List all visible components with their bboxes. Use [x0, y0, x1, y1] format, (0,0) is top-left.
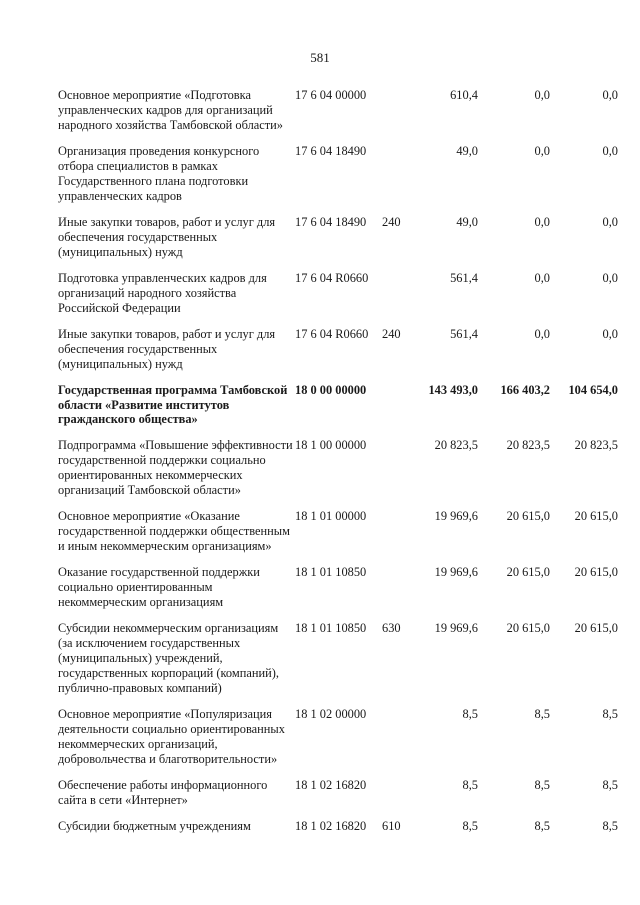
row-code: 17 6 04 R0660: [295, 271, 369, 285]
row-value-year-1: 561,4: [450, 271, 478, 285]
row-value-year-1: 49,0: [456, 215, 478, 229]
row-value-year-3: 0,0: [602, 215, 618, 229]
table-row: [58, 327, 618, 383]
row-value-year-2: 0,0: [534, 327, 550, 341]
row-expense-type: [382, 509, 410, 565]
row-value-year-2: 0,0: [534, 144, 550, 158]
row-name: Основное мероприятие «Оказание государственной поддержки общественным и иным некоммерческим организациям»: [58, 508, 290, 553]
row-name: Основное мероприятие «Популяризация деятельности социально ориентированных некоммерческих организаций, добровольчества и благотворительности»: [58, 706, 285, 766]
budget-table: [58, 88, 618, 845]
row-name: Субсидии бюджетным учреждениям: [58, 818, 251, 833]
row-value-year-3: 0,0: [602, 327, 618, 341]
table-row: [58, 819, 618, 845]
row-value-year-1: 610,4: [450, 88, 478, 102]
row-value-year-2: 8,5: [534, 706, 550, 721]
row-value-year-1: 19 969,6: [434, 620, 478, 635]
row-name: Подпрограмма «Повышение эффективности государственной поддержки социально ориентированных некоммерческих организаций Тамбовской области»: [58, 437, 293, 497]
row-value-year-2: 20 615,0: [506, 508, 550, 523]
row-value-year-3: 20 615,0: [574, 620, 618, 635]
row-name: Основное мероприятие «Подготовка управленческих кадров для организаций народного хозяйства Тамбовской области»: [58, 88, 284, 132]
row-value-year-1: 20 823,5: [434, 437, 478, 452]
row-name: Государственная программа Тамбовской области «Развитие институтов гражданского общества»: [58, 383, 288, 426]
row-value-year-2: 8,5: [534, 818, 550, 833]
table-row: [58, 707, 618, 778]
row-code: 18 0 00 00000: [295, 383, 367, 397]
row-name: Организация проведения конкурсного отбора специалистов в рамках Государственного плана подготовки управленческих кадров: [58, 144, 260, 203]
row-value-year-3: 0,0: [602, 88, 618, 102]
row-value-year-3: 104 654,0: [568, 383, 618, 397]
row-value-year-3: 20 615,0: [574, 508, 618, 523]
row-expense-type: [382, 707, 410, 778]
row-expense-type: [382, 438, 410, 509]
row-code: 17 6 04 00000: [295, 88, 367, 102]
row-value-year-1: 19 969,6: [434, 508, 478, 523]
row-value-year-3: 20 615,0: [574, 564, 618, 579]
table-row: [58, 144, 618, 215]
row-value-year-2: 0,0: [534, 271, 550, 285]
row-expense-type: [382, 565, 410, 621]
row-value-year-2: 166 403,2: [500, 383, 550, 397]
row-value-year-1: 19 969,6: [434, 564, 478, 579]
row-expense-type: [382, 778, 410, 819]
table-row: [58, 271, 618, 327]
row-value-year-2: 0,0: [534, 215, 550, 229]
row-value-year-2: 8,5: [534, 777, 550, 792]
table-row: [58, 438, 618, 509]
row-value-year-2: 20 615,0: [506, 564, 550, 579]
row-code: 18 1 01 10850: [295, 620, 367, 635]
table-row: [58, 565, 618, 621]
row-expense-type: [382, 144, 410, 215]
row-expense-type: 610: [382, 818, 401, 833]
budget-table-body: [58, 88, 618, 845]
row-value-year-1: 143 493,0: [428, 383, 478, 397]
row-value-year-3: 0,0: [602, 271, 618, 285]
row-name: Оказание государственной поддержки социально ориентированным некоммерческим организациям: [58, 564, 260, 609]
row-expense-type: 240: [382, 215, 401, 229]
table-row: [58, 383, 618, 438]
row-value-year-2: 20 823,5: [506, 437, 550, 452]
row-code: 18 1 01 10850: [295, 564, 367, 579]
row-code: 17 6 04 R0660: [295, 327, 369, 341]
table-row: [58, 215, 618, 271]
row-value-year-1: 561,4: [450, 327, 478, 341]
row-value-year-3: 8,5: [602, 818, 618, 833]
row-value-year-3: 8,5: [602, 706, 618, 721]
row-value-year-1: 8,5: [462, 777, 478, 792]
table-row: [58, 778, 618, 819]
row-name: Иные закупки товаров, работ и услуг для обеспечения государственных (муниципальных) нужд: [58, 215, 276, 259]
row-value-year-3: 20 823,5: [574, 437, 618, 452]
row-name: Подготовка управленческих кадров для организаций народного хозяйства Российской Федерации: [58, 271, 267, 315]
row-code: 18 1 01 00000: [295, 508, 367, 523]
row-value-year-1: 8,5: [462, 706, 478, 721]
table-row: [58, 88, 618, 144]
row-value-year-1: 8,5: [462, 818, 478, 833]
row-value-year-2: 20 615,0: [506, 620, 550, 635]
row-expense-type: [382, 383, 410, 438]
table-row: [58, 621, 618, 707]
row-code: 18 1 02 16820: [295, 818, 367, 833]
row-code: 17 6 04 18490: [295, 144, 367, 158]
row-name: Обеспечение работы информационного сайта в сети «Интернет»: [58, 777, 268, 807]
row-code: 18 1 02 00000: [295, 706, 367, 721]
row-value-year-3: 8,5: [602, 777, 618, 792]
page-number: 581: [310, 50, 330, 65]
row-expense-type: 630: [382, 620, 401, 635]
row-code: 18 1 00 00000: [295, 437, 367, 452]
row-name: Иные закупки товаров, работ и услуг для обеспечения государственных (муниципальных) нужд: [58, 327, 276, 371]
row-expense-type: 240: [382, 327, 401, 341]
row-value-year-2: 0,0: [534, 88, 550, 102]
row-value-year-1: 49,0: [456, 144, 478, 158]
row-expense-type: [382, 271, 410, 327]
row-name: Субсидии некоммерческим организациям (за исключением государственных (муниципальных) учреждений, государственных корпораций (компаний), публично-правовых компаний): [58, 620, 279, 695]
row-value-year-3: 0,0: [602, 144, 618, 158]
row-expense-type: [382, 88, 410, 144]
table-row: [58, 509, 618, 565]
row-code: 18 1 02 16820: [295, 777, 367, 792]
row-code: 17 6 04 18490: [295, 215, 367, 229]
